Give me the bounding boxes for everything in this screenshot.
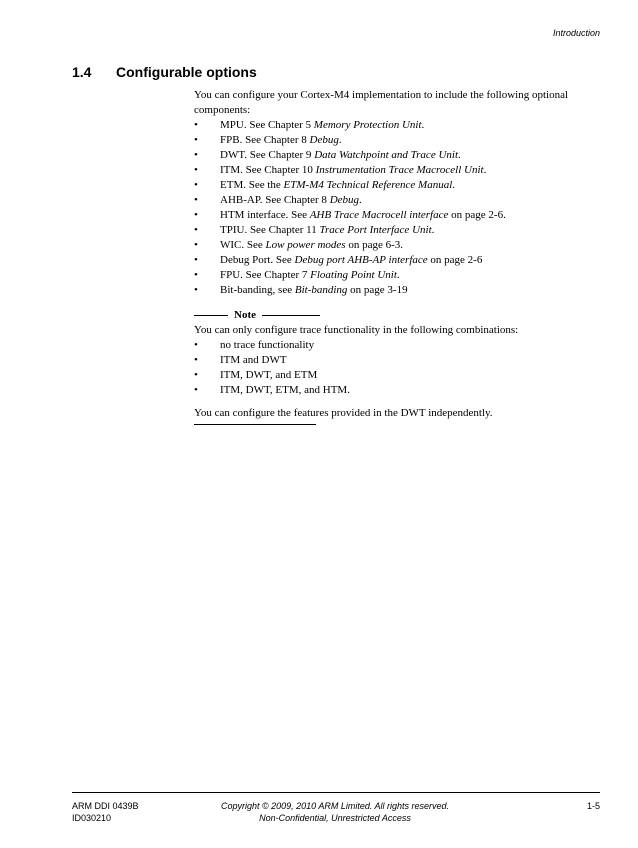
trace-combination-list	[194, 338, 594, 398]
note-header	[194, 308, 594, 323]
bullet: •	[194, 119, 198, 131]
bullet: •	[194, 149, 198, 161]
list-item: • ETM. See the ETM-M4 Technical Reference Manual.	[194, 179, 456, 191]
intro-paragraph: You can configure your Cortex-M4 implementation to include the following optional components:	[194, 89, 569, 116]
list-item: • Bit-banding, see Bit-banding on page 3-19	[194, 284, 408, 296]
bullet: •	[194, 354, 198, 366]
list-item: • TPIU. See Chapter 11 Trace Port Interface Unit.	[194, 224, 435, 236]
document-id: ARM DDI 0439B	[72, 801, 139, 811]
bullet: •	[194, 224, 198, 236]
footer-center	[200, 800, 470, 824]
running-header: Introduction	[552, 28, 600, 38]
section-body	[194, 88, 594, 425]
section-reference: Debug port AHB-AP interface	[294, 254, 428, 266]
list-item: • no trace functionality	[194, 339, 315, 351]
copyright: Copyright © 2009, 2010 ARM Limited. All rights reserved.	[220, 801, 450, 811]
note-rule-right	[262, 315, 320, 316]
manual-reference: ETM-M4 Technical Reference Manual	[283, 179, 453, 191]
bullet: •	[194, 209, 198, 221]
section-number: 1.4	[72, 64, 92, 80]
footer-left	[72, 800, 139, 824]
id-code: ID030210	[72, 813, 112, 823]
chapter-reference: Floating Point Unit	[310, 269, 397, 281]
section-reference: Low power modes	[265, 239, 346, 251]
list-item: • ITM. See Chapter 10 Instrumentation Trace Macrocell Unit.	[194, 164, 487, 176]
list-item: • FPU. See Chapter 7 Floating Point Unit.	[194, 269, 400, 281]
list-item: • AHB-AP. See Chapter 8 Debug.	[194, 194, 362, 206]
list-item: • Debug Port. See Debug port AHB-AP interface on page 2-6	[194, 254, 483, 266]
bullet: •	[194, 164, 198, 176]
chapter-reference: Memory Protection Unit	[313, 119, 422, 131]
page-number: 1-5	[586, 801, 600, 811]
list-item: • DWT. See Chapter 9 Data Watchpoint and Trace Unit.	[194, 149, 461, 161]
list-item: • WIC. See Low power modes on page 6-3.	[194, 239, 404, 251]
list-item: • ITM, DWT, ETM, and HTM.	[194, 384, 350, 396]
list-item: • MPU. See Chapter 5 Memory Protection Unit.	[194, 119, 425, 131]
note-label: Note	[234, 309, 256, 321]
bullet: •	[194, 369, 198, 381]
chapter-reference: Trace Port Interface Unit	[319, 224, 432, 236]
note-text: You can only configure trace functionality in the following combinations:	[194, 324, 519, 336]
footer-rule	[72, 792, 600, 793]
bullet: •	[194, 134, 198, 146]
component-list	[194, 118, 594, 298]
confidentiality: Non-Confidential, Unrestricted Access	[259, 813, 411, 823]
chapter-reference: Data Watchpoint and Trace Unit	[314, 149, 459, 161]
section-reference: Bit-banding	[294, 284, 348, 296]
bullet: •	[194, 254, 198, 266]
bullet: •	[194, 384, 198, 396]
note-final-text: You can configure the features provided in the DWT independently.	[194, 407, 493, 419]
bullet: •	[194, 194, 198, 206]
list-item: • FPB. See Chapter 8 Debug.	[194, 134, 342, 146]
bullet: •	[194, 179, 198, 191]
section-reference: AHB Trace Macrocell interface	[309, 209, 449, 221]
section-title: Configurable options	[116, 64, 257, 80]
bullet: •	[194, 269, 198, 281]
chapter-reference: Instrumentation Trace Macrocell Unit	[315, 164, 484, 176]
bullet: •	[194, 239, 198, 251]
bullet: •	[194, 339, 198, 351]
chapter-reference: Debug	[309, 134, 339, 146]
note-end-rule	[194, 424, 316, 425]
list-item: • ITM and DWT	[194, 354, 287, 366]
note-rule-left	[194, 315, 228, 316]
chapter-reference: Debug	[329, 194, 360, 206]
list-item: • HTM interface. See AHB Trace Macrocell interface on page 2-6.	[194, 209, 506, 221]
bullet: •	[194, 284, 198, 296]
list-item: • ITM, DWT, and ETM	[194, 369, 318, 381]
